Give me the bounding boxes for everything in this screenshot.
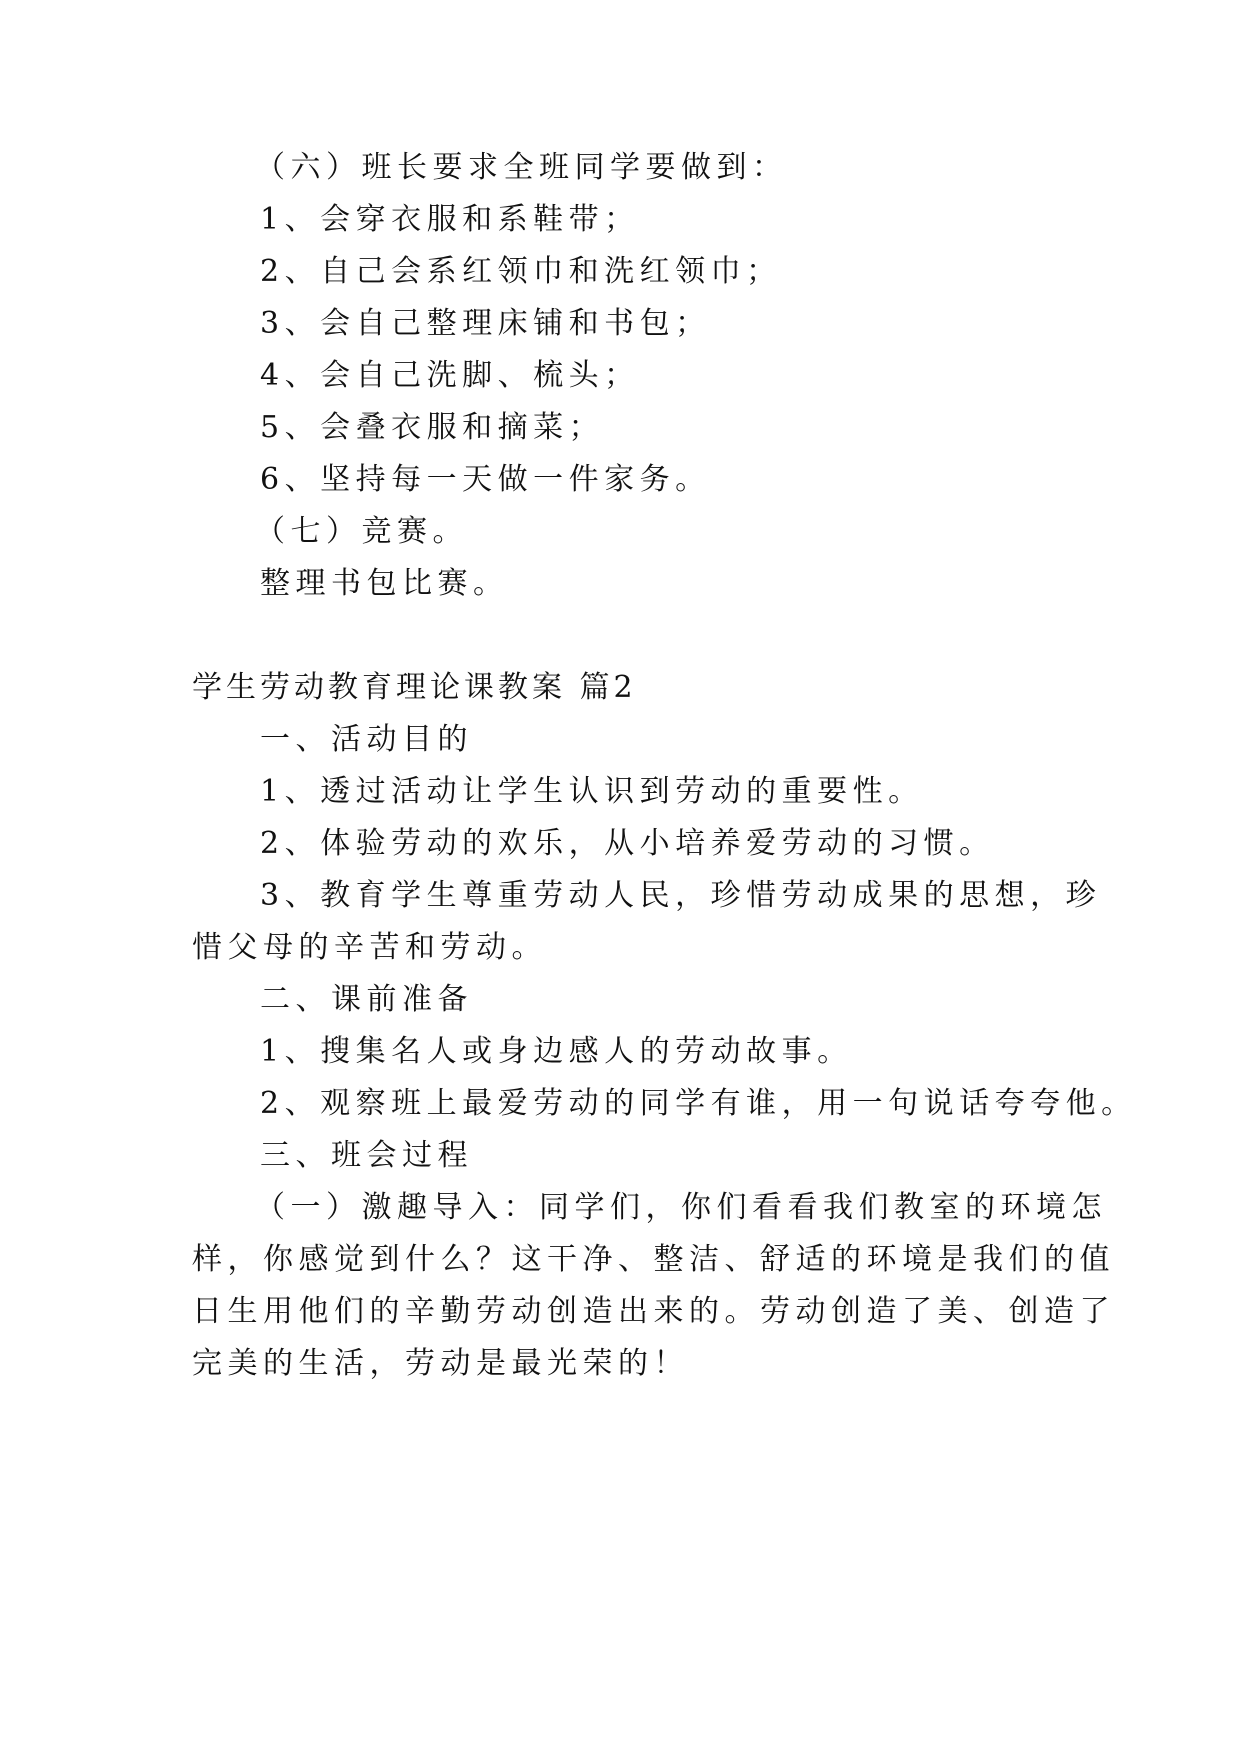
goal-heading: 一、活动目的 [260, 722, 473, 757]
goal-item: 2、体验劳动的欢乐，从小培养爱劳动的习惯。 [260, 826, 995, 861]
requirement-item: 2、自己会系红领巾和洗红领巾； [260, 254, 782, 289]
requirement-item: 5、会叠衣服和摘菜； [260, 410, 605, 445]
contest-heading: （七）竞赛。 [255, 514, 468, 549]
requirement-item: 4、会自己洗脚、梳头； [260, 358, 640, 393]
requirement-item: 1、会穿衣服和系鞋带； [260, 202, 640, 237]
intro-paragraph-line: 样，你感觉到什么？这干净、整洁、舒适的环境是我们的值 [192, 1242, 1115, 1277]
requirements-heading: （六）班长要求全班同学要做到： [255, 150, 788, 185]
process-heading: 三、班会过程 [260, 1138, 473, 1173]
prep-item: 1、搜集名人或身边感人的劳动故事。 [260, 1034, 853, 1069]
intro-paragraph-line: 日生用他们的辛勤劳动创造出来的。劳动创造了美、创造了 [192, 1294, 1115, 1329]
goal-item-line1: 3、教育学生尊重劳动人民，珍惜劳动成果的思想，珍 [260, 878, 1102, 913]
requirement-item: 6、坚持每一天做一件家务。 [260, 462, 711, 497]
prep-item: 2、观察班上最爱劳动的同学有谁，用一句说话夸夸他。 [260, 1086, 1137, 1121]
contest-text: 整理书包比赛。 [260, 566, 509, 601]
intro-paragraph-line: （一）激趣导入：同学们，你们看看我们教室的环境怎 [255, 1190, 1107, 1225]
section-title: 学生劳动教育理论课教案 篇2 [192, 670, 637, 705]
prep-heading: 二、课前准备 [260, 982, 473, 1017]
requirement-item: 3、会自己整理床铺和书包； [260, 306, 711, 341]
goal-item: 1、透过活动让学生认识到劳动的重要性。 [260, 774, 924, 809]
intro-paragraph-line: 完美的生活，劳动是最光荣的！ [192, 1346, 689, 1381]
goal-item-line2: 惜父母的辛苦和劳动。 [192, 930, 547, 965]
